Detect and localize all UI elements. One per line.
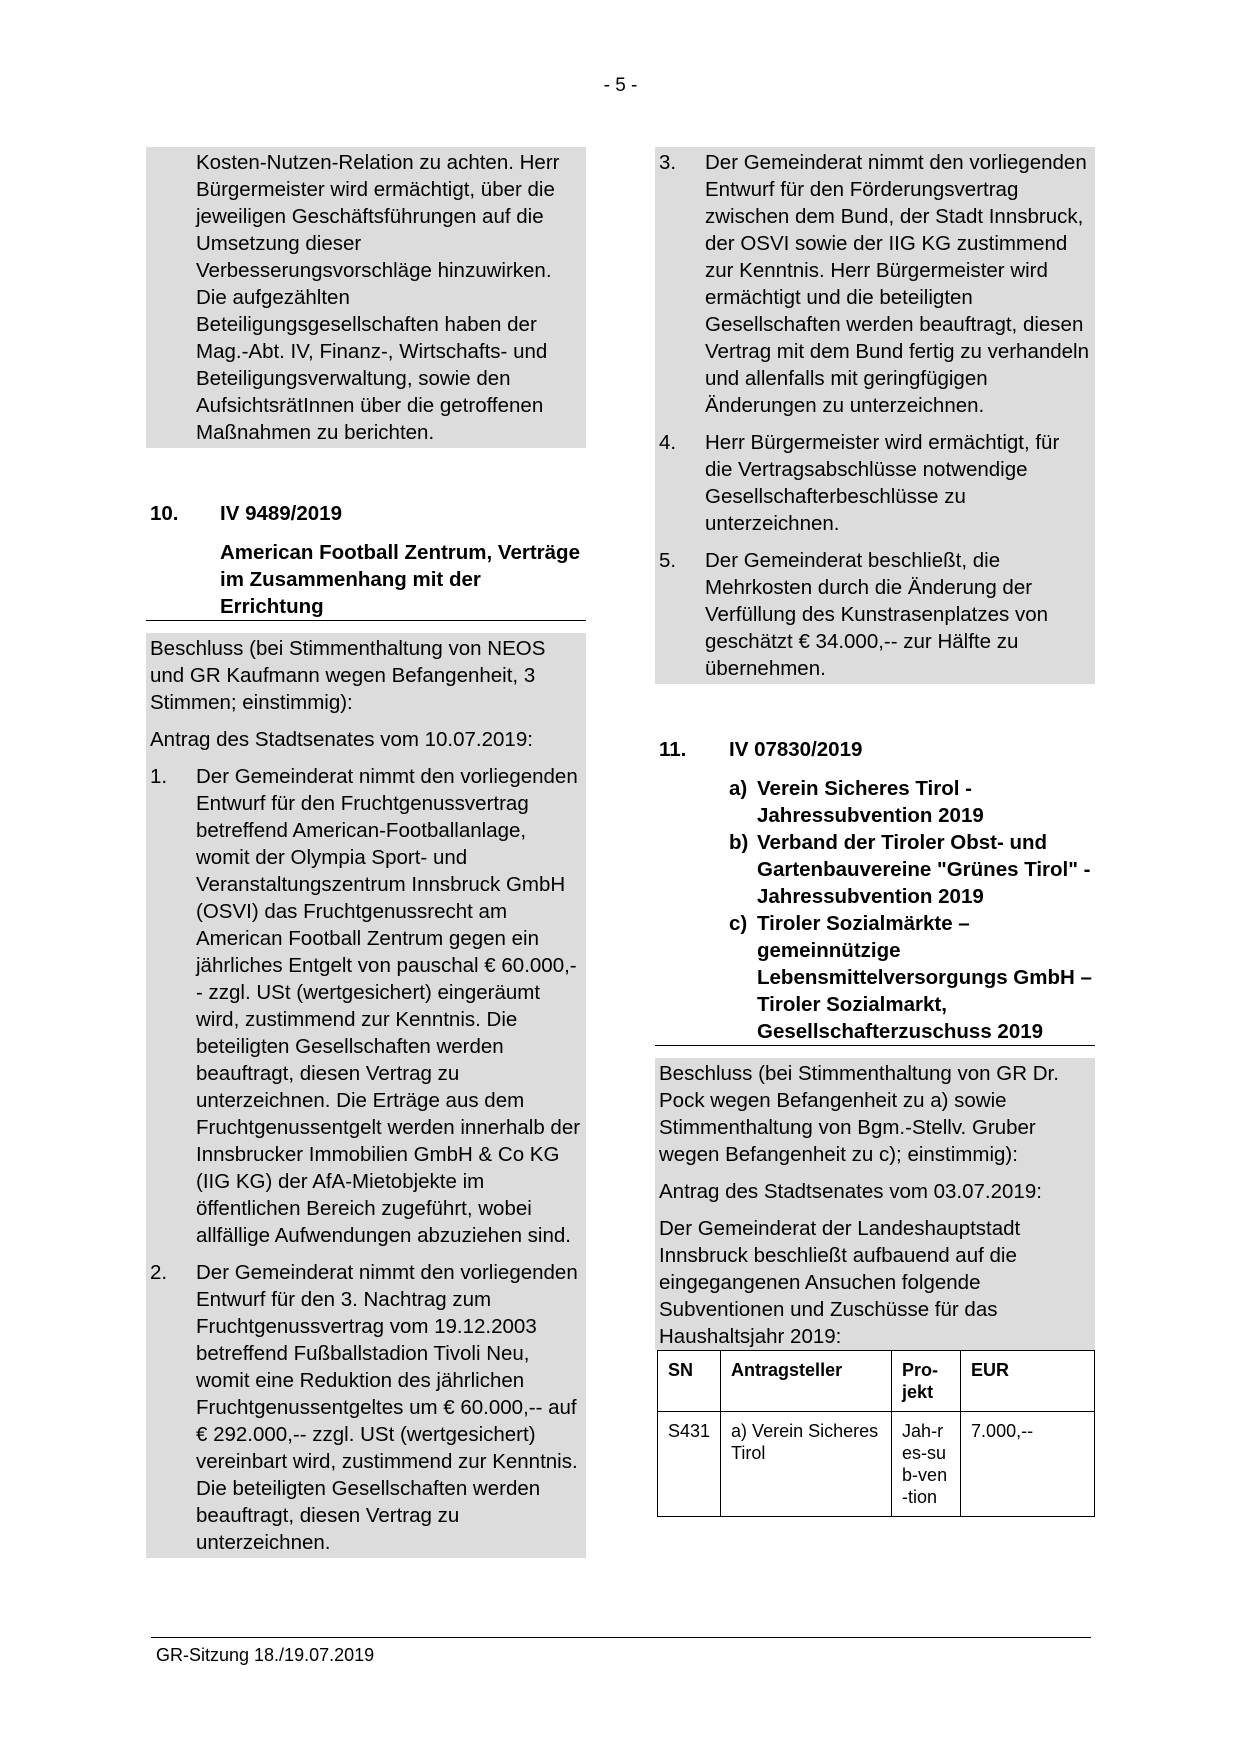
table-header-row [658,1351,1095,1412]
point-text: Herr Bürgermeister wird ermächtigt, für die Vertragsabschlüsse notwendige Gesellschafterbeschlüsse zu unterzeichnen. [705,431,1060,535]
point-text: Der Gemeinderat nimmt den vorliegenden Entwurf für den Fruchtgenussvertrag betreffend American-Footballanlage, womit der Olympia Sport- und Veranstaltungszentrum Innsbruck GmbH (OSVI) das Fruchtgenussrecht am American Football Zentrum gegen ein jährliches Entgelt von pauschal € 60.000,-- zzgl. USt (wertgesichert) eingeräumt wird, zustimmend zur Kenntnis. Die beteiligten Gesellschaften werden beauftragt, diesen Vertrag zu unterzeichnen. Die Erträge aus dem Fruchtgenussentgelt werden innerhalb der Innsbrucker Immobilien GmbH & Co KG (IIG KG) der AfA-Mietobjekte im öffentlichen Bereich zugeführt, wobei allfällige Aufwendungen abzuziehen sind. [196,765,581,1247]
item-11-title-block [655,775,1095,1046]
item-11-reference: IV 07830/2019 [729,738,863,761]
point-text: Der Gemeinderat beschließt, die Mehrkosten durch die Änderung der Verfüllung des Kunstrasenplatzes von geschätzt € 34.000,-- zur Hälfte zu übernehmen. [705,549,1049,680]
right-column [655,147,1095,1517]
footer-text: GR-Sitzung 18./19.07.2019 [156,1645,375,1665]
table-cell-antragsteller: a) Verein Sicheres Tirol [721,1412,892,1517]
item-11-body: Der Gemeinderat der Landeshauptstadt Innsbruck beschließt aufbauend auf die eingegangenen Ansuchen folgende Subventionen und Zuschüsse für das Haushaltsjahr 2019: [659,1217,1021,1348]
footer-rule [151,1637,1091,1638]
intro-continuation-text: Kosten-Nutzen-Relation zu achten. Herr Bürgermeister wird ermächtigt, über die jeweiligen Geschäftsführungen auf die Umsetzung dieser Verbesserungsvorschläge hinzuwirken. Die aufgezählten Beteiligungsgesellschaften haben der Mag.-Abt. IV, Finanz-, Wirtschafts- und Beteiligungsverwaltung, sowie den AufsichtsrätInnen über die getroffenen Maßnahmen zu berichten. [196,151,560,444]
point-number: 5. [659,549,677,572]
subvention-table [657,1350,1095,1517]
item-10-point [659,547,1091,682]
item-10-beschluss: Beschluss (bei Stimmenthaltung von NEOS und GR Kaufmann wegen Befangenheit, 3 Stimmen; einstimmig): [150,637,546,714]
table-row [658,1412,1095,1517]
item-11-number: 11. [659,738,687,761]
point-text: Der Gemeinderat nimmt den vorliegenden Entwurf für den Förderungsvertrag zwischen dem Bund, der Stadt Innsbruck, der OSVI sowie der IIG KG zustimmend zur Kenntnis. Herr Bürgermeister wird ermächtigt und die beteiligten Gesellschaften werden beauftragt, diesen Vertrag mit dem Bund fertig zu verhandeln und allenfalls mit geringfügigen Änderungen zu unterzeichnen. [705,151,1090,417]
table-cell-eur: 7.000,-- [961,1412,1095,1517]
table-cell-projekt: Jah-res-sub-ven-tion [892,1412,961,1517]
left-column [146,147,586,1558]
subtitle-label: a) [729,777,748,800]
subtitle-label: b) [729,831,749,854]
subtitle-text: Verein Sicheres Tirol - Jahressubvention 2019 [757,777,984,827]
table-header-projekt: Pro-jekt [892,1351,961,1412]
subtitle-text: Tiroler Sozialmärkte – gemeinnützige Lebensmittelversorgungs GmbH – Tiroler Sozialmarkt, Gesellschafterzuschuss 2019 [757,912,1092,1043]
item-11-subtitle [729,829,1095,910]
page-number: - 5 - [603,75,638,96]
item-10-point [659,429,1091,537]
item-10-number: 10. [150,502,179,525]
subtitle-text: Verband der Tiroler Obst- und Gartenbauvereine "Grünes Tirol" - Jahressubvention 2019 [757,831,1091,908]
table-header-eur: EUR [961,1351,1095,1412]
item-10-reference: IV 9489/2019 [220,502,342,525]
item-11-antrag: Antrag des Stadtsenates vom 03.07.2019: [659,1180,1042,1203]
table-cell-sn: S431 [658,1412,721,1517]
item-10-resolution-block [146,633,586,1558]
subtitle-label: c) [729,912,748,935]
item-11-subtitle [729,775,1095,829]
table-header-antragsteller: Antragsteller [721,1351,892,1412]
item-10-title-block [146,539,586,621]
item-10-point [150,1259,582,1556]
table-header-sn: SN [658,1351,721,1412]
item-10-point [150,763,582,1249]
item-11-subtitle [729,910,1095,1045]
item-11-resolution-block [655,1058,1095,1350]
point-number: 1. [150,765,168,788]
point-number: 4. [659,431,677,454]
point-number: 3. [659,151,677,174]
intro-continuation-block [146,147,586,448]
item-11-heading [655,736,1095,763]
point-number: 2. [150,1261,168,1284]
item-10-antrag: Antrag des Stadtsenates vom 10.07.2019: [150,728,533,751]
item-11-beschluss: Beschluss (bei Stimmenthaltung von GR Dr. Pock wegen Befangenheit zu a) sowie Stimmenthaltung von Bgm.-Stellv. Gruber wegen Befangenheit zu c); einstimmig): [659,1062,1059,1166]
item-10-continued-points [655,147,1095,684]
item-10-heading [146,500,586,527]
item-10-title: American Football Zentrum, Verträge im Zusammenhang mit der Errichtung [220,541,580,618]
point-text: Der Gemeinderat nimmt den vorliegenden Entwurf für den 3. Nachtrag zum Fruchtgenussvertrag vom 19.12.2003 betreffend Fußballstadion Tivoli Neu, womit eine Reduktion des jährlichen Fruchtgenussentgeltes um € 60.000,-- auf € 292.000,-- zzgl. USt (wertgesichert) vereinbart wird, zustimmend zur Kenntnis. Die beteiligten Gesellschaften werden beauftragt, diesen Vertrag zu unterzeichnen. [196,1261,578,1554]
item-10-point [659,149,1091,419]
